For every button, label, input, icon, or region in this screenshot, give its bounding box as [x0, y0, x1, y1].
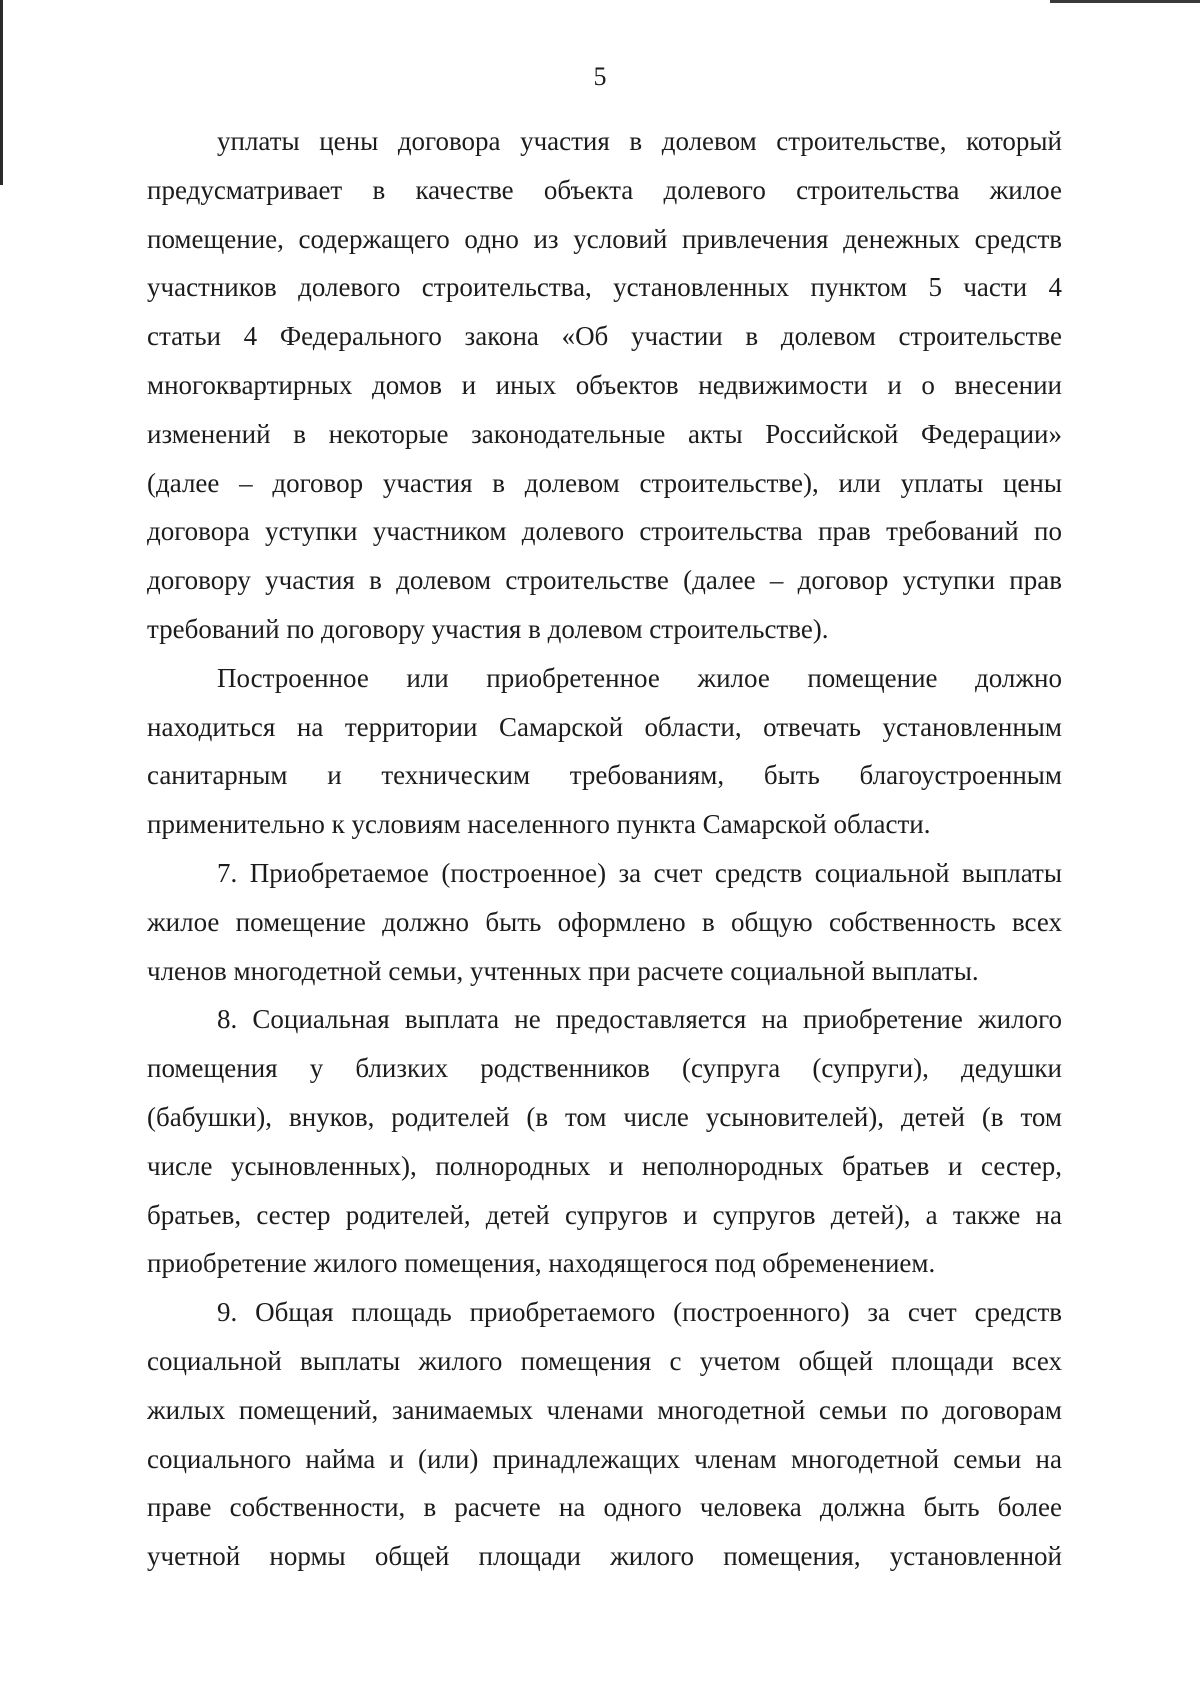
page-number: 5 — [593, 62, 607, 91]
text-line: договора уступки участником долевого строительства прав требований по — [147, 516, 1062, 547]
text-line: учетной нормы общей площади жилого помещения, установленной — [147, 1541, 1062, 1572]
text-line: требований по договору участия в долевом строительстве). — [147, 613, 829, 644]
text-line: (бабушки), внуков, родителей (в том числе усыновителей), детей (в том — [147, 1101, 1062, 1132]
text-line: жилое помещение должно быть оформлено в общую собственность всех — [147, 906, 1062, 937]
text-line: социальной выплаты жилого помещения с учетом общей площади всех — [147, 1345, 1062, 1376]
text-line: санитарным и техническим требованиям, быть благоустроенным — [147, 760, 1062, 791]
paragraph-housing-requirements — [147, 654, 1062, 849]
text-line: 8. Социальная выплата не предоставляется на приобретение жилого — [217, 1004, 1062, 1035]
scan-edge-mark — [0, 0, 3, 185]
text-line: помещение, содержащего одно из условий привлечения денежных средств — [147, 223, 1062, 254]
text-line: 7. Приобретаемое (построенное) за счет средств социальной выплаты — [217, 857, 1062, 888]
text-line: находиться на территории Самарской области, отвечать установленным — [147, 711, 1062, 742]
scan-edge-mark-top — [1050, 0, 1200, 3]
text-line: жилых помещений, занимаемых членами многодетной семьи по договорам — [147, 1394, 1062, 1425]
paragraph-continuation — [147, 117, 1062, 654]
text-line: социального найма и (или) принадлежащих членам многодетной семьи на — [147, 1443, 1062, 1474]
text-line: изменений в некоторые законодательные акты Российской Федерации» — [147, 418, 1062, 449]
text-line: праве собственности, в расчете на одного человека должна быть более — [147, 1492, 1062, 1523]
text-line: договору участия в долевом строительстве (далее – договор уступки прав — [147, 565, 1062, 596]
text-line: Построенное или приобретенное жилое помещение должно — [217, 662, 1062, 693]
text-line: уплаты цены договора участия в долевом строительстве, который — [217, 126, 1062, 156]
text-line: помещения у близких родственников (супруга (супруги), дедушки — [147, 1053, 1062, 1084]
text-line: статьи 4 Федерального закона «Об участии в долевом строительстве — [147, 321, 1062, 352]
text-line: (далее – договор участия в долевом строительстве), или уплаты цены — [147, 467, 1062, 498]
paragraph-item-7 — [147, 849, 1062, 995]
paragraph-item-8 — [147, 995, 1062, 1288]
text-line: членов многодетной семьи, учтенных при расчете социальной выплаты. — [147, 955, 979, 986]
text-line: 9. Общая площадь приобретаемого (построенного) за счет средств — [217, 1297, 1062, 1328]
text-line: числе усыновленных), полнородных и неполнородных братьев и сестер, — [147, 1150, 1062, 1181]
text-line: применительно к условиям населенного пункта Самарской области. — [147, 809, 931, 840]
text-line: братьев, сестер родителей, детей супругов и супругов детей), а также на — [147, 1199, 1062, 1230]
text-line: многоквартирных домов и иных объектов недвижимости и о внесении — [147, 369, 1062, 400]
paragraph-item-9 — [147, 1288, 1062, 1581]
document-body — [147, 117, 1062, 1581]
text-line: приобретение жилого помещения, находящегося под обременением. — [147, 1248, 936, 1279]
text-line: предусматривает в качестве объекта долевого строительства жилое — [147, 174, 1062, 205]
text-line: участников долевого строительства, установленных пунктом 5 части 4 — [147, 272, 1062, 303]
